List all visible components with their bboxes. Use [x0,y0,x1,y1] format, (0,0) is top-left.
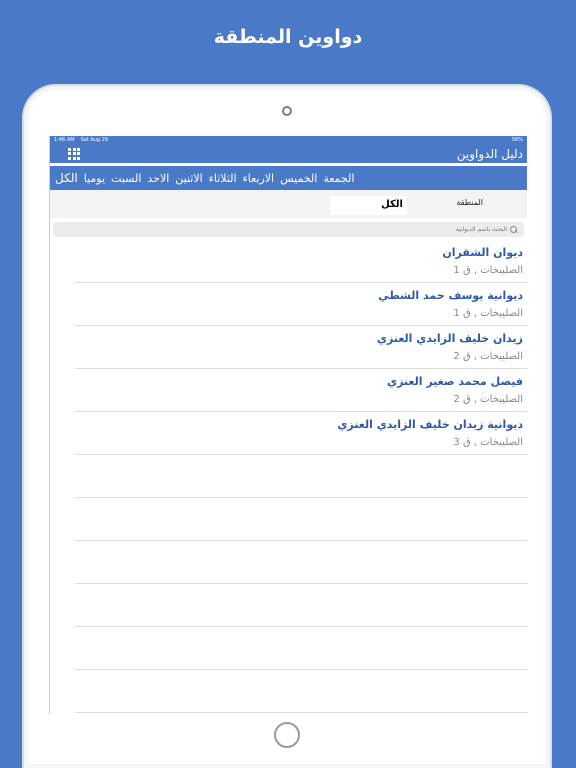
tab-daily[interactable]: يوميا [83,171,106,185]
tab-thursday[interactable]: الخميس [280,171,318,185]
grid-menu-icon[interactable] [68,148,80,160]
ipad-frame [22,84,552,768]
page-title: دليل الدواوين [456,146,523,161]
empty-row [75,455,527,498]
status-bar [50,136,527,144]
day-tabs [50,166,527,190]
list-item[interactable] [75,326,527,369]
item-title: فيصل محمد صغير العنزي [386,375,523,388]
item-title: ديوانية يوسف حمد الشطي [378,289,523,302]
empty-row [75,498,527,541]
search-box[interactable] [53,222,524,237]
item-subtitle: الصليبخات , ق 2 [453,394,523,405]
status-date: Sat Aug 29 [80,137,109,143]
battery-status: 56% [511,137,523,143]
region-select[interactable]: الكل [330,196,407,215]
home-button[interactable] [274,722,300,748]
item-title: ديوانية زيدان خليف الزايدي العنزي [337,418,523,431]
empty-row [75,670,527,713]
app-screen [49,136,527,714]
tab-monday[interactable]: الاثنين [175,171,203,185]
promo-title: دواوين المنطقة [213,26,363,48]
empty-row [75,627,527,670]
empty-row [75,584,527,627]
list-item[interactable] [75,283,527,326]
list-item[interactable] [75,412,527,455]
camera-icon [282,106,292,116]
search-bar [50,218,527,240]
tab-all[interactable]: الكل [55,171,78,185]
tab-friday[interactable]: الجمعة [323,171,355,185]
filter-row [50,190,527,218]
tab-sunday[interactable]: الاحد [147,171,170,185]
search-input[interactable] [307,226,507,233]
search-icon [510,226,518,234]
item-subtitle: الصليبخات , ق 1 [453,265,523,276]
tab-tuesday[interactable]: الثلاثاء [208,171,237,185]
nav-bar [50,144,527,166]
tab-wednesday[interactable]: الاربعاء [242,171,275,185]
region-label: المنطقة [456,198,483,207]
tab-saturday[interactable]: السبت [111,171,142,185]
status-time: 1:46 AM [54,137,75,143]
item-subtitle: الصليبخات , ق 3 [453,437,523,448]
item-title: زيدان خليف الزايدي العنزي [376,332,523,345]
item-title: ديوان الشقران [442,246,523,259]
list-item[interactable] [75,369,527,412]
list-item[interactable] [75,240,527,283]
empty-row [75,541,527,584]
item-subtitle: الصليبخات , ق 1 [453,308,523,319]
diwaniya-list [50,240,527,713]
item-subtitle: الصليبخات , ق 2 [453,351,523,362]
